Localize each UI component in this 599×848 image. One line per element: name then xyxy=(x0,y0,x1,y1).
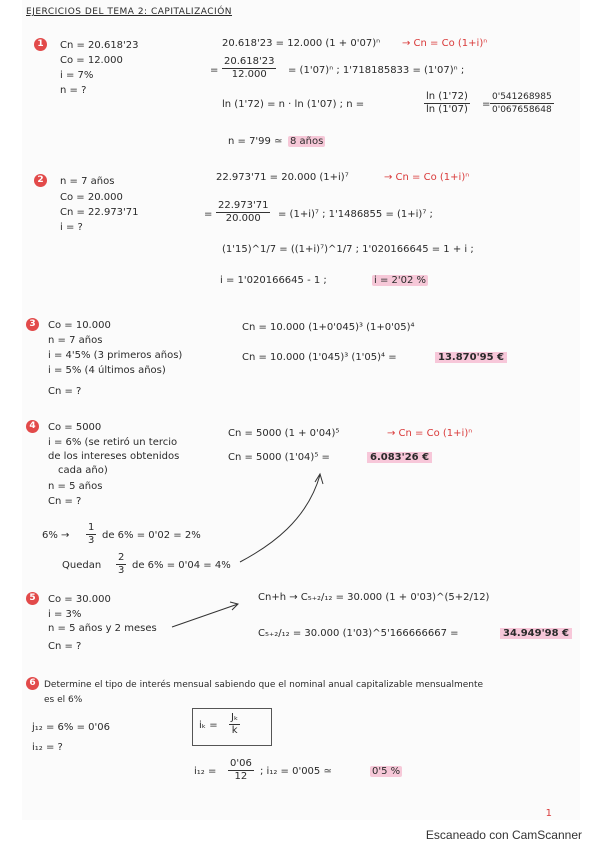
ex5-equation-1: Cn+h → C₅₊₂/₁₂ = 30.000 (1 + 0'03)^(5+2/12) xyxy=(258,592,490,603)
ex6-eq-rest: ; i₁₂ = 0'005 ≃ xyxy=(260,766,332,777)
exercise-5-number: 5 xyxy=(26,592,39,605)
exercise-4-number: 4 xyxy=(26,420,39,433)
ex5-data-cn: Cn = ? xyxy=(48,641,82,652)
ex2-equation-3: (1'15)^1/7 = ((1+i)⁷)^1/7 ; 1'020166645 = 1 + i ; xyxy=(222,244,474,255)
ex6-data-j12: j₁₂ = 6% = 0'06 xyxy=(32,722,110,733)
ex3-data-co: Co = 10.000 xyxy=(48,320,111,331)
page-number: 1 xyxy=(545,808,552,819)
ex1-fraction-2: $\frac{\ln (1'72)}{\ln (1'07)}$ xyxy=(426,91,468,115)
ex4-data-n: n = 5 años xyxy=(48,481,103,492)
ex6-statement-line-2: es el 6% xyxy=(44,695,83,705)
ex3-equation-2: Cn = 10.000 (1'045)³ (1'05)⁴ = xyxy=(242,352,397,363)
exercise-3-number: 3 xyxy=(26,318,39,331)
ex4-equation-1: Cn = 5000 (1 + 0'04)⁵ xyxy=(228,428,340,439)
ex6-eq-fraction: $\frac{0'06}{12}$ xyxy=(230,758,252,782)
ex1-equation-1: 20.618'23 = 12.000 (1 + 0'07)ⁿ xyxy=(222,38,381,49)
ex2-data-co: Co = 20.000 xyxy=(60,192,123,203)
ex4-data-i: i = 6% (se retiró un tercio xyxy=(48,437,178,448)
ex1-data-i: i = 7% xyxy=(60,70,94,81)
ex5-data-i: i = 3% xyxy=(48,609,82,620)
ex2-data-n: n = 7 años xyxy=(60,176,115,187)
ex1-formula: → Cn = Co (1+i)ⁿ xyxy=(402,38,488,49)
ex4-data-co: Co = 5000 xyxy=(48,422,102,433)
ex1-result: 8 años xyxy=(290,136,324,147)
ex1-data-co: Co = 12.000 xyxy=(60,55,123,66)
ex2-equation-1: 22.973'71 = 20.000 (1+i)⁷ xyxy=(216,172,349,183)
ex6-result: 0'5 % xyxy=(372,766,401,777)
ex3-data-n: n = 7 años xyxy=(48,335,103,346)
ex1-equation-4: n = 7'99 ≃ xyxy=(228,136,283,147)
ex3-data-i2: i = 5% (4 últimos años) xyxy=(48,365,166,376)
ex1-fraction-3: $\frac{0'541268985}{0'067658648}$ xyxy=(492,92,552,115)
ex4-formula: → Cn = Co (1+i)ⁿ xyxy=(387,428,473,439)
ex6-formula-box xyxy=(192,708,272,746)
ex6-eq-lhs: i₁₂ = xyxy=(194,766,217,777)
ex1-equation-3: ln (1'72) = n · ln (1'07) ; n = xyxy=(222,99,365,110)
ex3-data-i1: i = 4'5% (3 primeros años) xyxy=(48,350,183,361)
ex2-equation-2: = (1+i)⁷ ; 1'1486855 = (1+i)⁷ ; xyxy=(278,209,433,220)
ex5-result: 34.949'98 € xyxy=(500,628,572,639)
scanner-watermark: Escaneado con CamScanner xyxy=(425,828,582,842)
ex4-note-1-fraction: $\frac{1}{3}$ xyxy=(88,522,95,546)
ex1-equals: = xyxy=(482,99,491,110)
ex4-data-note-2: de los intereses obtenidos xyxy=(48,451,180,462)
ex2-data-cn: Cn = 22.973'71 xyxy=(60,207,139,218)
ex3-equation-1: Cn = 10.000 (1+0'045)³ (1+0'05)⁴ xyxy=(242,322,415,333)
ex2-fraction-1: $\frac{22.973'71}{20.000}$ xyxy=(218,200,269,224)
ex2-equation-4: i = 1'020166645 - 1 ; xyxy=(220,275,327,286)
ex4-note-2-b: de 6% = 0'04 = 4% xyxy=(132,560,231,571)
ex4-note-1-b: de 6% = 0'02 = 2% xyxy=(102,530,201,541)
ex5-equation-2: C₅₊₂/₁₂ = 30.000 (1'03)^5'166666667 = xyxy=(258,628,459,639)
ex2-formula: → Cn = Co (1+i)ⁿ xyxy=(384,172,470,183)
exercise-1-number: 1 xyxy=(34,38,47,51)
ex2-data-i: i = ? xyxy=(60,222,83,233)
ex6-data-i12: i₁₂ = ? xyxy=(32,742,63,753)
ex5-data-n: n = 5 años y 2 meses xyxy=(48,623,157,634)
page-title: EJERCICIOS DEL TEMA 2: CAPITALIZACIÓN xyxy=(26,7,233,17)
ex4-note-2-a: Quedan xyxy=(62,560,102,571)
document-sheet: EJERCICIOS DEL TEMA 2: CAPITALIZACIÓN 1 Cn = 20.618'23 Co = 12.000 i = 7% n = ? 20.618'23 = 12.000 (1 + 0'07)ⁿ → Cn = Co (1+i)ⁿ = $\frac{20.618'23}{12.000}$ = (1'07)ⁿ ; 1'718185833 = (1'07)ⁿ ; ln (1'72) = n · ln (1'07) ; n = $\frac{\ln (1'72)}{\ln (1'07)}$ = $\frac{0'541268985}{0'067658648}$ n = 7'99 ≃ 8 años 2 n = 7 años Co = 20.000 Cn = 22.973'71 i = ? 22.973'71 = 20.000 (1+i)⁷ → Cn = Co (1+i)ⁿ = $\frac{22.973'71}{20.000}$ = (1+i)⁷ ; 1'1486855 = (1+i)⁷ ; (1'15)^1/7 = ((1+i)⁷)^1/7 ; 1'020166645 = 1 + i ; i = 1'020166645 - 1 ; i = 2'02 % 3 Co = 10.000 n = 7 años i = 4'5% (3 primeros años) i = 5% (4 últimos años) Cn = ? Cn = 10.000 (1+0'045)³ (1+0'05)⁴ Cn = 10.000 (1'045)³ (1'05)⁴ = 13.870'95 € 4 Co = 5000 i = 6% (se retiró un tercio de los intereses obtenidos cada año) n = 5 años Cn = ? Cn = 5000 (1 + 0'04)⁵ → Cn = Co (1+i)ⁿ Cn = 5000 (1'04)⁵ = 6.083'26 € 6% → $\frac{1}{3}$ de 6% = 0'02 = 2% Quedan $\frac{2}{3}$ de 6% = 0'04 = 4% 5 Co = 30.000 i = 3% n = 5 años y 2 meses Cn = ? Cn+h → C₅₊₂/₁₂ = 30.000 (1 + 0'03)^(5+2/12) C₅₊₂/₁₂ = 30.000 (1'03)^5'166666667 = 34.949'98 € 6 Determine el tipo de interés mensual sabiendo que el nominal anual capitalizable mensualmente es el 6% j₁₂ = 6% = 0'06 i₁₂ = ? iₖ = $\frac{\text{Jₖ}}{k}$ i₁₂ = $\frac{0'06}{12}$ ; i₁₂ = 0'005 ≃ 0'5 % 1 xyxy=(22,0,580,820)
exercise-6-number: 6 xyxy=(26,677,39,690)
ex1-data-cn: Cn = 20.618'23 xyxy=(60,40,139,51)
ex3-result: 13.870'95 € xyxy=(435,352,507,363)
ex1-equation-2: = (1'07)ⁿ ; 1'718185833 = (1'07)ⁿ ; xyxy=(288,65,465,76)
ex4-result: 6.083'26 € xyxy=(367,452,432,463)
ex4-note-2-fraction: $\frac{2}{3}$ xyxy=(118,552,125,576)
ex6-box-fraction: $\frac{\text{Jₖ}}{k}$ xyxy=(231,712,239,736)
ex2-result: i = 2'02 % xyxy=(374,275,427,286)
ex5-data-co: Co = 30.000 xyxy=(48,594,111,605)
ex4-equation-2: Cn = 5000 (1'04)⁵ = xyxy=(228,452,330,463)
ex5-arrow-icon xyxy=(22,0,580,820)
ex3-data-cn: Cn = ? xyxy=(48,386,82,397)
ex1-data-n: n = ? xyxy=(60,85,87,96)
exercise-2-number: 2 xyxy=(34,174,47,187)
ex6-box-lhs: iₖ = xyxy=(199,720,218,731)
ex6-statement-line-1: Determine el tipo de interés mensual sabiendo que el nominal anual capitalizable mensualmente xyxy=(44,680,484,690)
ex1-fraction-1: $\frac{20.618'23}{12.000}$ xyxy=(224,56,275,80)
ex4-note-1-a: 6% → xyxy=(42,530,70,541)
ex4-data-cn: Cn = ? xyxy=(48,496,82,507)
ex4-data-note-3: cada año) xyxy=(58,465,108,476)
